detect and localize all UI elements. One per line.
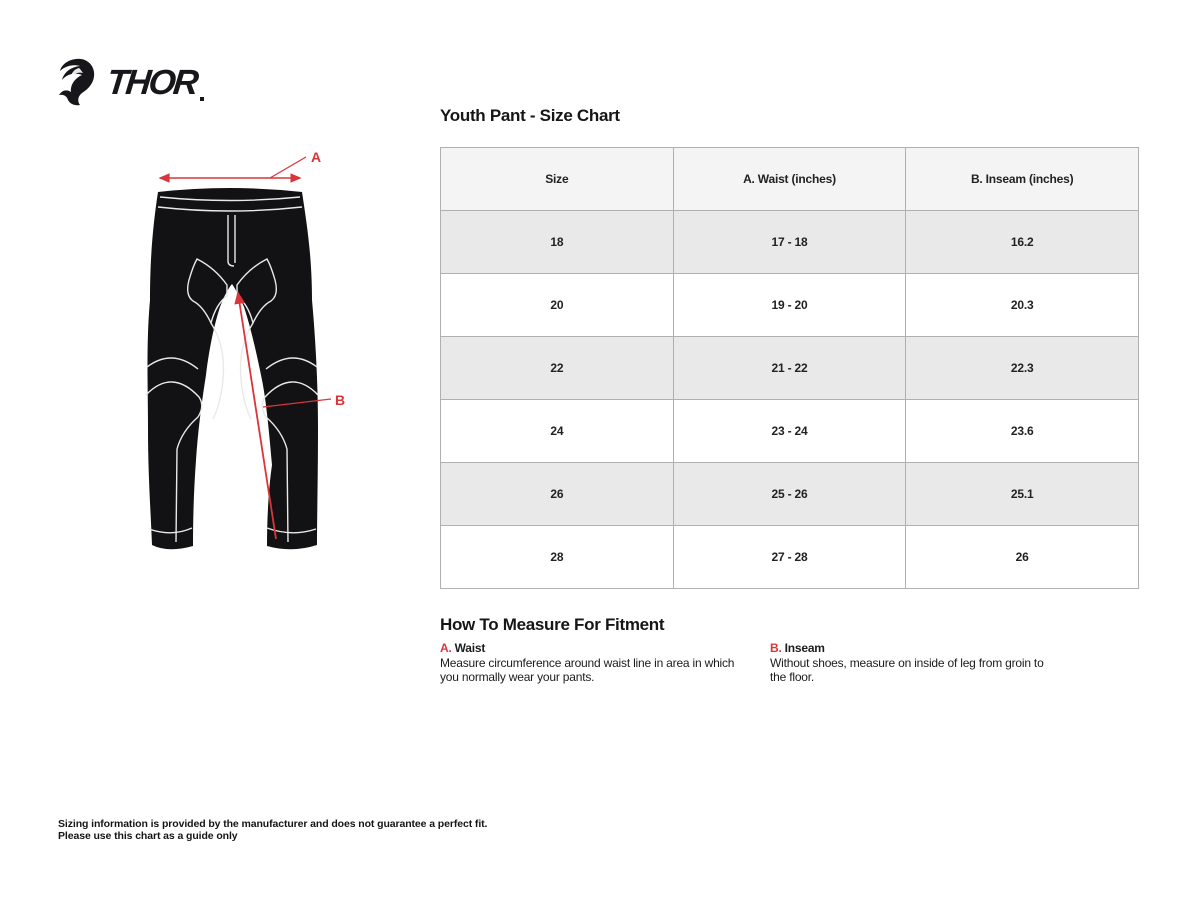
measure-waist-name: Waist	[454, 641, 486, 655]
table-row	[441, 400, 1139, 463]
measure-waist-prefix: A.	[440, 641, 452, 655]
pants-silhouette	[148, 188, 319, 549]
pants-illustration	[85, 135, 385, 565]
measure-inseam-text: Without shoes, measure on inside of leg from groin to the floor.	[770, 656, 1044, 684]
measure-item-inseam	[770, 641, 1050, 684]
disclaimer-line-2: Please use this chart as a guide only	[58, 830, 238, 842]
cell-inseam: 16.2	[906, 211, 1139, 274]
measure-inseam-prefix: B.	[770, 641, 782, 655]
cell-inseam: 22.3	[906, 337, 1139, 400]
cell-waist: 27 - 28	[673, 526, 906, 589]
thor-logo-text: THOR	[104, 62, 199, 102]
cell-size: 26	[441, 463, 674, 526]
table-row	[441, 211, 1139, 274]
measure-inseam-name: Inseam	[784, 641, 825, 655]
pants-measurement-diagram	[85, 135, 385, 565]
column-header-waist: A. Waist (inches)	[673, 148, 906, 211]
cell-size: 24	[441, 400, 674, 463]
measure-inseam-label	[770, 641, 1050, 655]
table-row	[441, 337, 1139, 400]
cell-inseam: 25.1	[906, 463, 1139, 526]
cell-waist: 17 - 18	[673, 211, 906, 274]
size-chart-title: Youth Pant - Size Chart	[440, 106, 620, 125]
cell-waist: 21 - 22	[673, 337, 906, 400]
table-row	[441, 463, 1139, 526]
measure-item-waist	[440, 641, 740, 684]
measure-section-title: How To Measure For Fitment	[440, 615, 665, 634]
sizing-disclaimer	[58, 818, 487, 842]
table-row	[441, 274, 1139, 337]
cell-waist: 23 - 24	[673, 400, 906, 463]
disclaimer-line-1: Sizing information is provided by the manufacturer and does not guarantee a perfect fit.	[58, 818, 488, 830]
table-row	[441, 526, 1139, 589]
cell-inseam: 26	[906, 526, 1139, 589]
cell-waist: 25 - 26	[673, 463, 906, 526]
size-chart-table	[440, 147, 1139, 589]
cell-size: 18	[441, 211, 674, 274]
thor-logo-period	[200, 97, 204, 101]
size-chart-table-wrap	[440, 147, 1139, 589]
cell-size: 22	[441, 337, 674, 400]
table-header-row	[441, 148, 1139, 211]
cell-waist: 19 - 20	[673, 274, 906, 337]
cell-size: 20	[441, 274, 674, 337]
thor-goat-icon	[57, 58, 103, 106]
inseam-label-b: B	[335, 392, 346, 408]
thor-logo	[57, 58, 204, 106]
cell-size: 28	[441, 526, 674, 589]
measure-waist-label	[440, 641, 740, 655]
column-header-size: Size	[441, 148, 674, 211]
waist-label-a: A	[311, 149, 322, 165]
cell-inseam: 20.3	[906, 274, 1139, 337]
column-header-inseam: B. Inseam (inches)	[906, 148, 1139, 211]
cell-inseam: 23.6	[906, 400, 1139, 463]
waist-label-leader	[270, 157, 306, 178]
measure-waist-text: Measure circumference around waist line in area in which you normally wear your pants.	[440, 656, 735, 684]
